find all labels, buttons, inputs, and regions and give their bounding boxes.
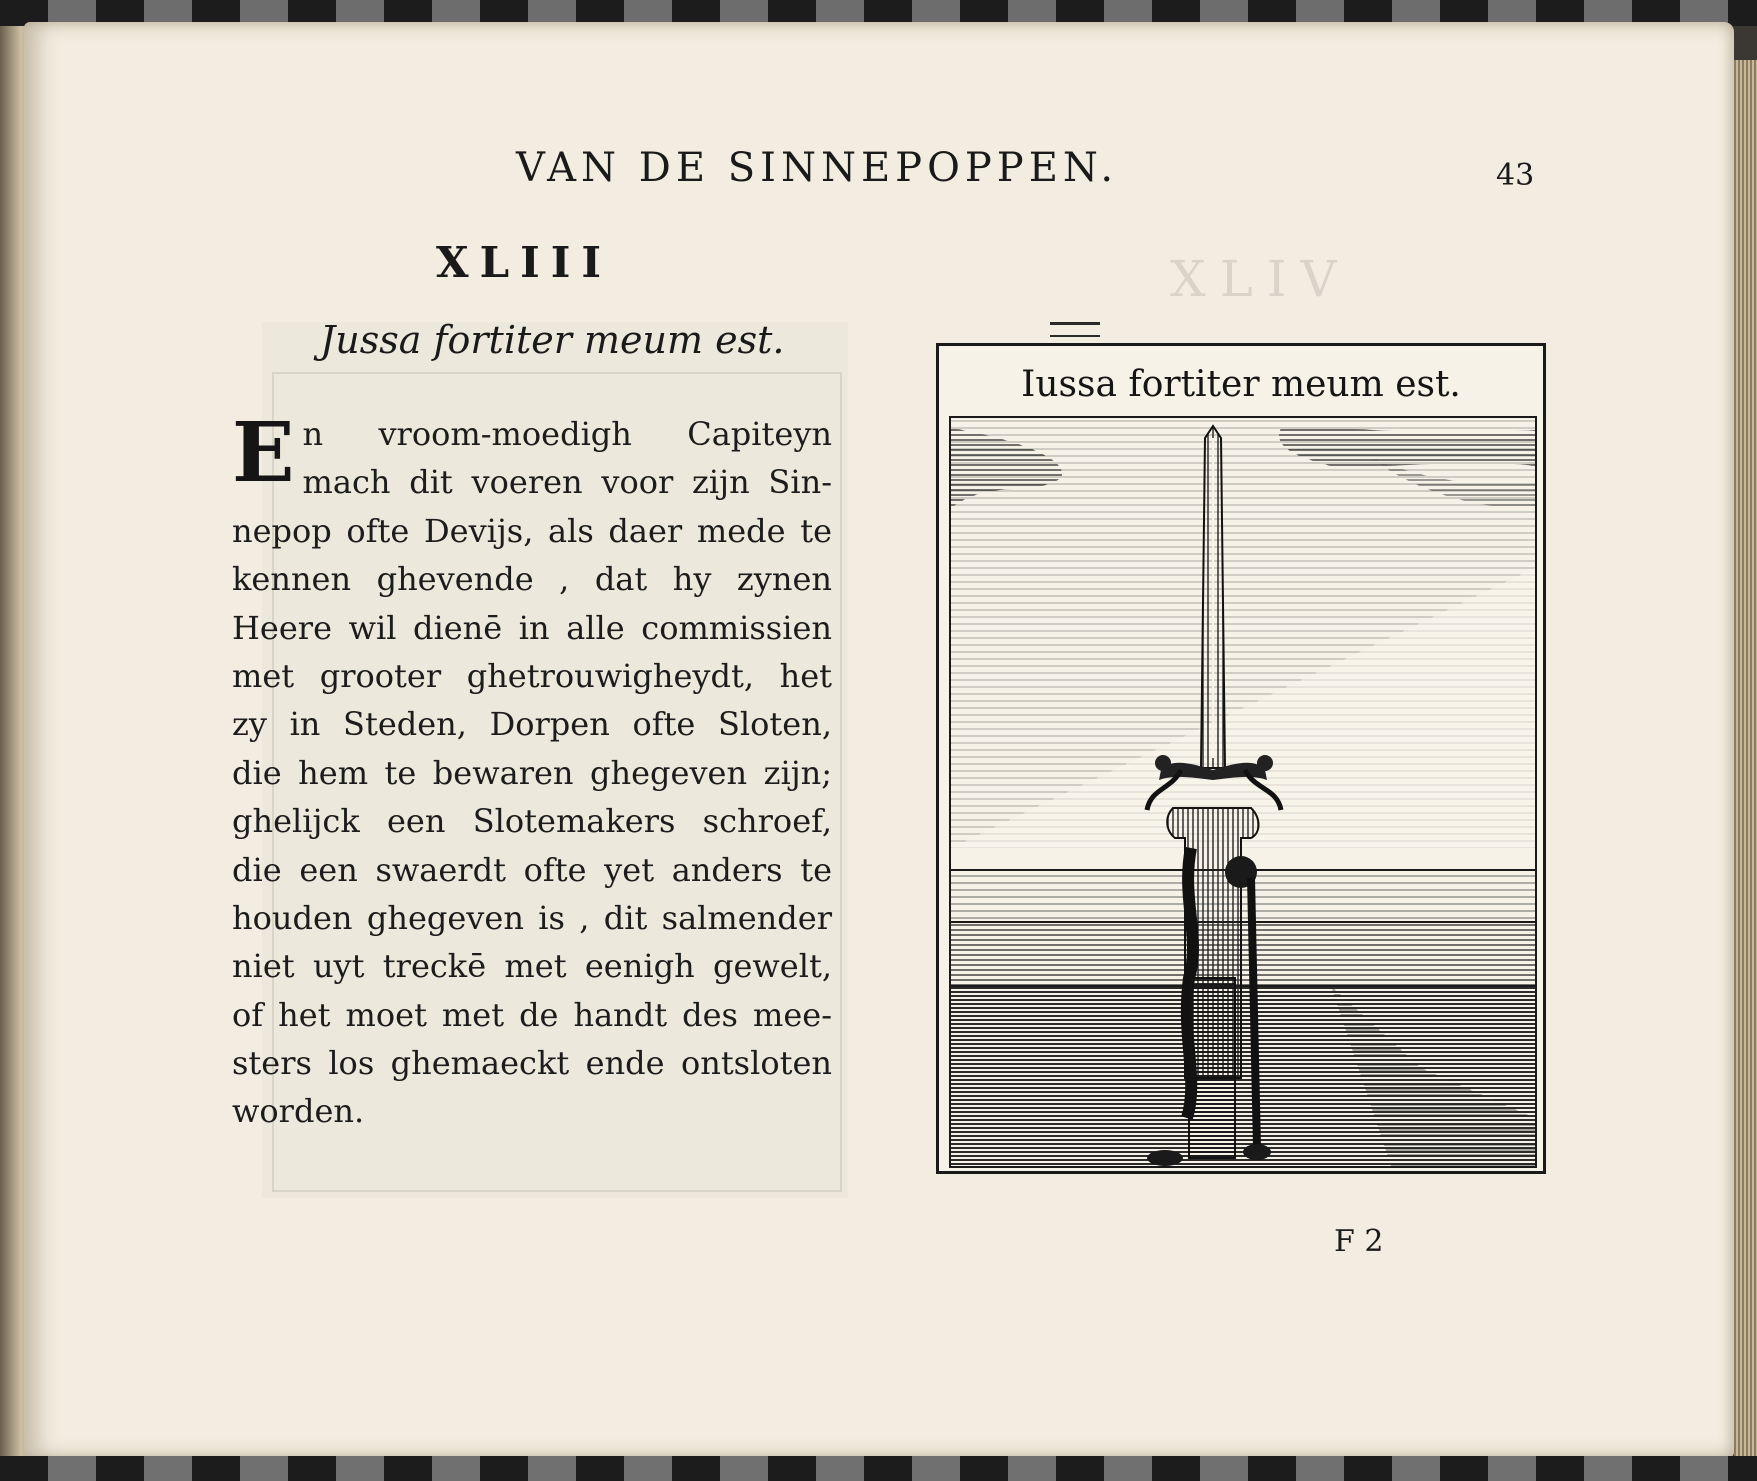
emblem-engraving <box>936 343 1546 1174</box>
text-line: Heere wil dienē in alle commissien <box>232 608 832 647</box>
printers-mark <box>1050 322 1100 337</box>
show-through-numeral: XLIV <box>1170 250 1351 308</box>
text-line: n vroom-moedigh Capiteyn <box>302 415 832 453</box>
text-line: ghelijck een Slotemakers schroef, <box>232 802 832 841</box>
text-line: kennen ghevende , dat hy zynen <box>232 560 832 599</box>
signature-mark: F 2 <box>1334 1224 1384 1259</box>
emblem-commentary <box>232 405 832 1136</box>
engraving-motto: Iussa fortiter meum est. <box>1021 364 1461 405</box>
text-line: nepop ofte Devijs, als daer mede te <box>232 511 832 550</box>
text-line: niet uyt treckē met eenigh gewelt, <box>232 947 832 986</box>
running-head: VAN DE SINNEPOPPEN. <box>516 145 1119 191</box>
text-line: die hem te bewaren ghegeven zijn; <box>232 753 832 792</box>
emblem-motto-italic: Jussa fortiter meum est. <box>320 318 785 362</box>
text-line: of het moet met de handt des mee- <box>232 995 832 1034</box>
emblem-numeral: XLIII <box>436 238 613 287</box>
text-line: houden ghegeven is , dit salmender <box>232 898 832 937</box>
text-line: die een swaerdt ofte yet anders te <box>232 850 832 889</box>
engraving-image <box>949 416 1537 1168</box>
page-number: 43 <box>1496 158 1535 193</box>
text-line: zy in Steden, Dorpen ofte Sloten, <box>232 705 832 744</box>
text-line: met grooter ghetrouwigheydt, het <box>232 656 832 695</box>
cloud-right <box>1279 427 1535 466</box>
page-stack-edge <box>1734 60 1757 1456</box>
text-line: worden. <box>232 1092 365 1131</box>
vise-stand <box>1189 978 1235 1158</box>
scanner-bed-bottom <box>0 1456 1757 1481</box>
text-line: sters los ghemaeckt ende ontsloten <box>232 1044 832 1083</box>
drop-capital: E <box>232 405 295 501</box>
text-line: mach dit voeren voor zijn Sin- <box>302 463 832 502</box>
table-edge <box>951 922 1535 986</box>
